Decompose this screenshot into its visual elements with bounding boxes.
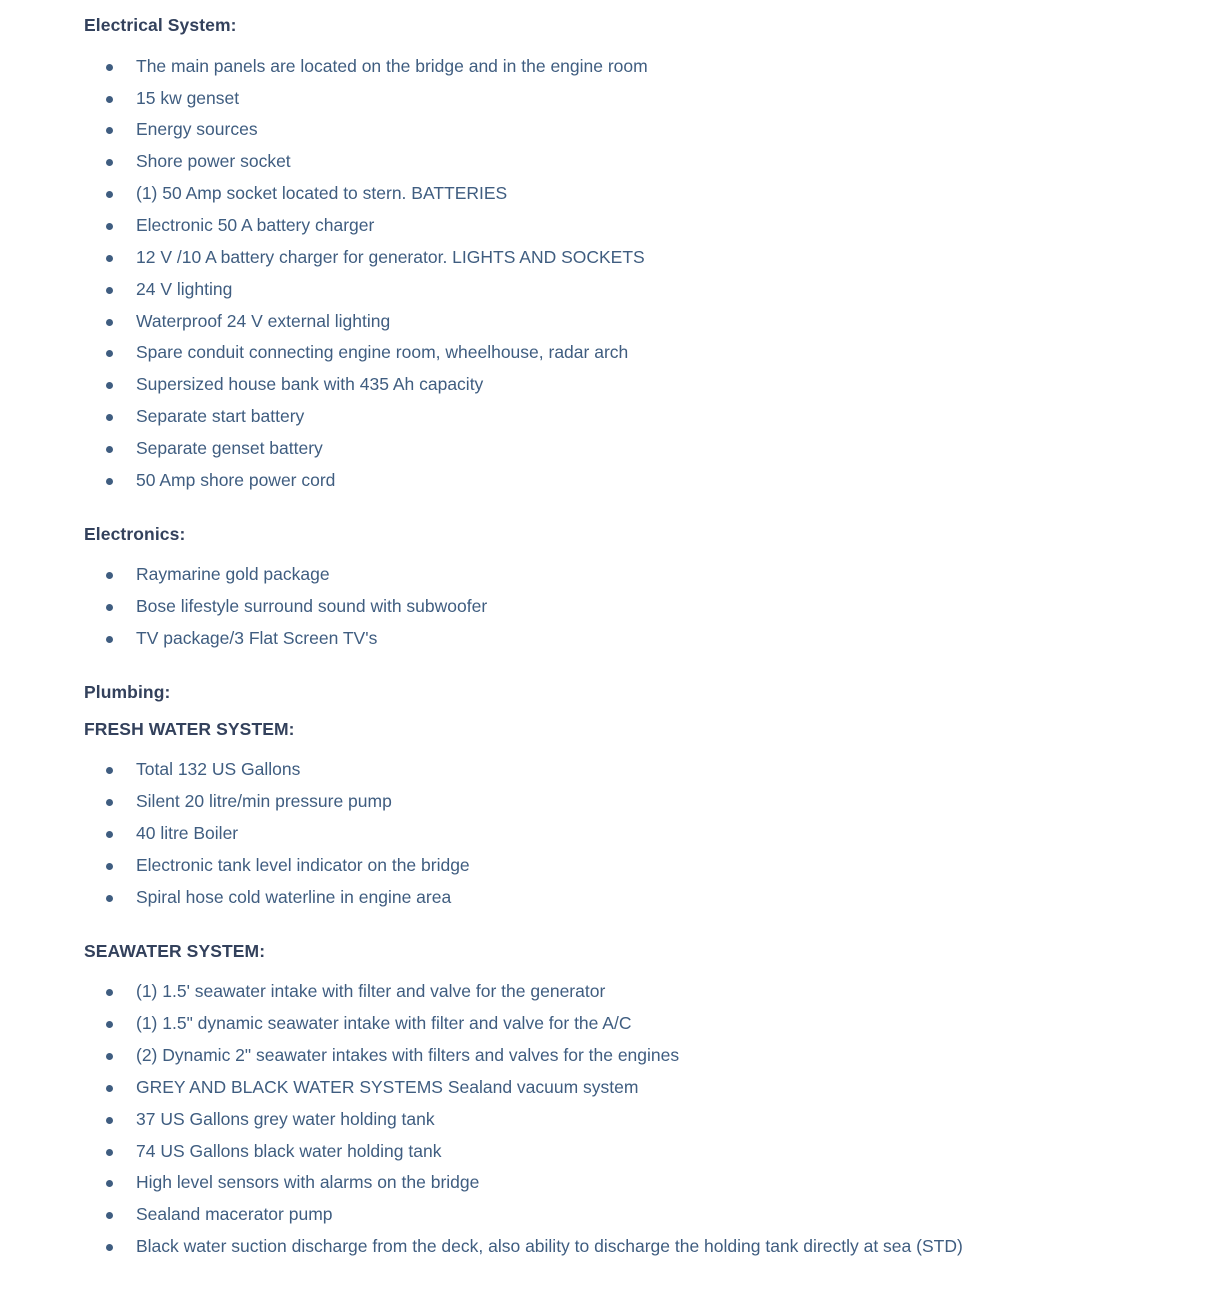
list-item: TV package/3 Flat Screen TV's bbox=[84, 623, 1172, 655]
list-item: High level sensors with alarms on the bridge bbox=[84, 1167, 1172, 1199]
section-plumbing bbox=[84, 681, 1172, 704]
section-electronics bbox=[84, 523, 1172, 655]
list-item: Sealand macerator pump bbox=[84, 1199, 1172, 1231]
list-item: Silent 20 litre/min pressure pump bbox=[84, 786, 1172, 818]
list-item: Total 132 US Gallons bbox=[84, 754, 1172, 786]
list-item: 50 Amp shore power cord bbox=[84, 465, 1172, 497]
section-seawater-system bbox=[84, 940, 1172, 1263]
section-heading-fresh-water-system: FRESH WATER SYSTEM: bbox=[84, 718, 295, 739]
list-item: Shore power socket bbox=[84, 146, 1172, 178]
list-item: 40 litre Boiler bbox=[84, 818, 1172, 850]
section-heading-electronics: Electronics: bbox=[84, 523, 186, 544]
list-item: Separate genset battery bbox=[84, 433, 1172, 465]
list-item: (2) Dynamic 2" seawater intakes with filters and valves for the engines bbox=[84, 1040, 1172, 1072]
list-item: Separate start battery bbox=[84, 401, 1172, 433]
list-item: Electronic 50 A battery charger bbox=[84, 210, 1172, 242]
list-item: (1) 1.5" dynamic seawater intake with filter and valve for the A/C bbox=[84, 1008, 1172, 1040]
list-item: GREY AND BLACK WATER SYSTEMS Sealand vacuum system bbox=[84, 1072, 1172, 1104]
list-item: Electronic tank level indicator on the bridge bbox=[84, 850, 1172, 882]
list-item: 12 V /10 A battery charger for generator. LIGHTS AND SOCKETS bbox=[84, 242, 1172, 274]
list-item: Supersized house bank with 435 Ah capacity bbox=[84, 369, 1172, 401]
list-item: 74 US Gallons black water holding tank bbox=[84, 1136, 1172, 1168]
list-item: Black water suction discharge from the deck, also ability to discharge the holding tank directly at sea (STD) bbox=[84, 1231, 1172, 1263]
list-item: Raymarine gold package bbox=[84, 559, 1172, 591]
list-item: Spare conduit connecting engine room, wheelhouse, radar arch bbox=[84, 337, 1172, 369]
list-item: Waterproof 24 V external lighting bbox=[84, 306, 1172, 338]
list-fresh-water-system bbox=[84, 754, 1172, 913]
section-heading-plumbing: Plumbing: bbox=[84, 681, 171, 702]
section-fresh-water-system bbox=[84, 718, 1172, 914]
section-heading-seawater-system: SEAWATER SYSTEM: bbox=[84, 940, 266, 961]
list-electrical-system bbox=[84, 51, 1172, 497]
list-item: (1) 50 Amp socket located to stern. BATTERIES bbox=[84, 178, 1172, 210]
list-item: (1) 1.5' seawater intake with filter and valve for the generator bbox=[84, 976, 1172, 1008]
section-heading-electrical-system: Electrical System: bbox=[84, 15, 237, 35]
list-item: Spiral hose cold waterline in engine area bbox=[84, 882, 1172, 914]
list-item: 24 V lighting bbox=[84, 274, 1172, 306]
list-item: Energy sources bbox=[84, 114, 1172, 146]
section-electrical-system bbox=[84, 14, 1172, 497]
list-item: The main panels are located on the bridge and in the engine room bbox=[84, 51, 1172, 83]
list-electronics bbox=[84, 559, 1172, 655]
list-item: 15 kw genset bbox=[84, 83, 1172, 115]
list-item: 37 US Gallons grey water holding tank bbox=[84, 1104, 1172, 1136]
list-item: Bose lifestyle surround sound with subwoofer bbox=[84, 591, 1172, 623]
list-seawater-system bbox=[84, 976, 1172, 1263]
